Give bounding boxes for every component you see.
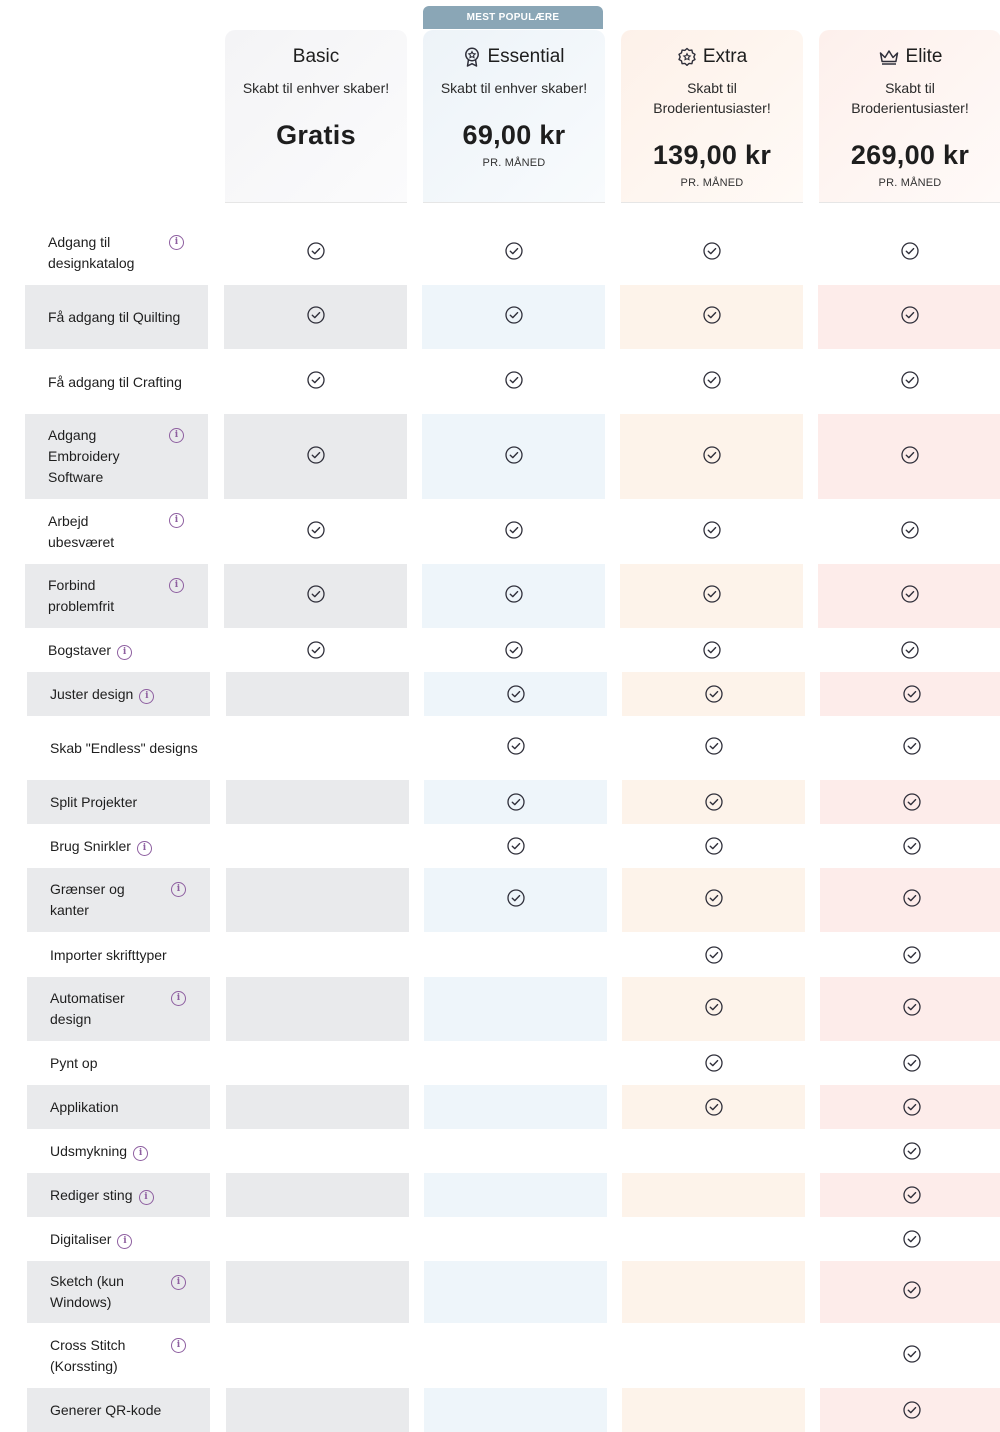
feature-cell-basic	[226, 1217, 409, 1261]
feature-cell-elite	[820, 716, 1000, 780]
feature-label: Importer skrifttyper	[50, 946, 167, 963]
check-circle-icon	[307, 521, 325, 539]
feature-label-cell	[25, 628, 208, 672]
check-circle-icon	[901, 242, 919, 260]
feature-label-cell	[27, 933, 210, 977]
check-circle-icon	[903, 1054, 921, 1072]
feature-cell-extra	[620, 350, 803, 414]
feature-cell-elite	[820, 824, 1000, 868]
feature-cell-extra	[622, 868, 805, 932]
feature-cell-extra	[620, 564, 803, 628]
feature-cell-elite	[820, 1261, 1000, 1323]
feature-cell-extra	[622, 780, 805, 824]
check-circle-icon	[901, 585, 919, 603]
feature-label: Split Projekter	[50, 793, 138, 810]
check-circle-icon	[703, 446, 721, 464]
feature-cell-essential	[424, 1324, 607, 1388]
feature-cell-essential	[424, 1041, 607, 1085]
feature-cell-essential	[424, 1173, 607, 1217]
feature-cell-basic	[224, 414, 407, 499]
crown-icon	[878, 48, 900, 66]
feature-cell-extra	[622, 1217, 805, 1261]
feature-cell-elite	[820, 1173, 1000, 1217]
check-circle-icon	[705, 1098, 723, 1116]
info-icon[interactable]: i	[169, 235, 184, 250]
feature-cell-elite	[820, 1324, 1000, 1388]
info-icon[interactable]: i	[169, 578, 184, 593]
check-circle-icon	[703, 306, 721, 324]
plan-period: PR. MÅNED	[680, 177, 744, 189]
feature-cell-basic	[226, 1388, 409, 1432]
plan-card-basic	[225, 30, 407, 203]
check-circle-icon	[705, 737, 723, 755]
feature-cell-elite	[818, 221, 1000, 285]
info-icon[interactable]: i	[117, 1234, 132, 1249]
feature-label: Sketch (kun Windows)	[50, 1273, 124, 1310]
award-icon	[463, 47, 481, 67]
check-circle-icon	[705, 1054, 723, 1072]
feature-label: Skab "Endless" designs	[50, 739, 198, 756]
feature-cell-basic	[224, 350, 407, 414]
feature-label: Generer QR-kode	[50, 1401, 162, 1418]
feature-label: Automatiser design	[50, 990, 125, 1027]
feature-label: Adgang Embroidery Software	[48, 427, 120, 485]
check-circle-icon	[903, 1401, 921, 1419]
feature-label: Grænser og kanter	[50, 881, 125, 918]
feature-cell-essential	[422, 350, 605, 414]
feature-label-cell	[25, 499, 208, 564]
feature-cell-basic	[226, 977, 409, 1041]
plan-period: PR. MÅNED	[878, 177, 942, 189]
plan-subtitle: Skabt til Broderientusiaster!	[851, 80, 969, 116]
check-circle-icon	[903, 998, 921, 1016]
check-circle-icon	[307, 585, 325, 603]
check-circle-icon	[901, 371, 919, 389]
check-circle-icon	[505, 306, 523, 324]
check-circle-icon	[903, 1230, 921, 1248]
feature-cell-elite	[820, 1129, 1000, 1173]
feature-label-cell	[25, 350, 208, 414]
feature-label-cell	[27, 716, 210, 780]
feature-cell-extra	[622, 824, 805, 868]
feature-label: Cross Stitch (Korssting)	[50, 1337, 126, 1374]
feature-cell-basic	[226, 716, 409, 780]
feature-cell-basic	[226, 824, 409, 868]
check-circle-icon	[307, 242, 325, 260]
feature-cell-extra	[622, 1324, 805, 1388]
check-circle-icon	[705, 998, 723, 1016]
feature-cell-basic	[226, 1261, 409, 1323]
plan-period: PR. MÅNED	[482, 157, 546, 169]
check-circle-icon	[705, 889, 723, 907]
feature-cell-basic	[226, 1129, 409, 1173]
feature-label: Få adgang til Quilting	[48, 308, 181, 325]
feature-cell-elite	[820, 868, 1000, 932]
check-circle-icon	[705, 685, 723, 703]
feature-label-cell	[27, 1041, 210, 1085]
feature-cell-essential	[424, 868, 607, 932]
feature-label-cell	[25, 564, 208, 628]
feature-cell-elite	[820, 977, 1000, 1041]
check-circle-icon	[703, 242, 721, 260]
info-icon[interactable]: i	[171, 1338, 186, 1353]
check-circle-icon	[505, 446, 523, 464]
feature-label: Adgang til designkatalog	[48, 234, 135, 271]
star-badge-icon	[677, 47, 697, 67]
plan-subtitle: Skabt til enhver skaber!	[440, 80, 588, 96]
feature-label: Pynt op	[50, 1054, 98, 1071]
feature-cell-elite	[820, 1388, 1000, 1432]
feature-label-cell	[27, 1173, 210, 1217]
feature-cell-elite	[818, 564, 1000, 628]
check-circle-icon	[703, 521, 721, 539]
check-circle-icon	[903, 685, 921, 703]
check-circle-icon	[903, 837, 921, 855]
feature-cell-elite	[818, 499, 1000, 564]
check-circle-icon	[903, 1345, 921, 1363]
plan-price: 69,00 kr	[462, 120, 566, 150]
feature-cell-basic	[226, 868, 409, 932]
check-circle-icon	[703, 585, 721, 603]
check-circle-icon	[901, 521, 919, 539]
feature-cell-elite	[820, 1085, 1000, 1129]
check-circle-icon	[507, 685, 525, 703]
feature-cell-essential	[424, 824, 607, 868]
feature-label-cell	[27, 1324, 210, 1388]
check-circle-icon	[901, 306, 919, 324]
feature-label-cell	[27, 672, 210, 716]
feature-cell-extra	[622, 1261, 805, 1323]
feature-cell-extra	[622, 1041, 805, 1085]
feature-cell-basic	[224, 285, 407, 349]
feature-cell-extra	[622, 1085, 805, 1129]
plan-name: Elite	[819, 46, 1000, 68]
check-circle-icon	[705, 837, 723, 855]
check-circle-icon	[903, 793, 921, 811]
info-icon[interactable]: i	[171, 882, 186, 897]
feature-cell-essential	[424, 780, 607, 824]
feature-label: Digitaliser i	[50, 1229, 132, 1250]
info-icon[interactable]: i	[171, 991, 186, 1006]
check-circle-icon	[507, 889, 525, 907]
feature-label: Brug Snirkler i	[50, 836, 152, 857]
plan-subtitle: Skabt til enhver skaber!	[242, 80, 390, 96]
feature-cell-essential	[424, 1388, 607, 1432]
feature-cell-extra	[622, 1388, 805, 1432]
info-icon[interactable]: i	[117, 645, 132, 660]
check-circle-icon	[903, 737, 921, 755]
feature-label-cell	[27, 824, 210, 868]
feature-cell-essential	[422, 564, 605, 628]
check-circle-icon	[903, 1281, 921, 1299]
feature-cell-basic	[226, 1324, 409, 1388]
check-circle-icon	[703, 371, 721, 389]
info-icon[interactable]: i	[169, 428, 184, 443]
plan-price: 139,00 kr	[652, 140, 772, 170]
feature-cell-extra	[622, 1173, 805, 1217]
info-icon[interactable]: i	[171, 1275, 186, 1290]
feature-cell-essential	[422, 221, 605, 285]
feature-cell-elite	[818, 350, 1000, 414]
check-circle-icon	[901, 641, 919, 659]
feature-cell-extra	[622, 933, 805, 977]
feature-label-cell	[27, 1217, 210, 1261]
check-circle-icon	[705, 946, 723, 964]
feature-cell-elite	[820, 933, 1000, 977]
feature-label: Forbind problemfrit	[48, 577, 115, 614]
feature-cell-extra	[622, 716, 805, 780]
feature-cell-elite	[820, 780, 1000, 824]
plan-card-elite	[819, 30, 1000, 203]
feature-label-cell	[27, 1261, 210, 1323]
feature-cell-essential	[424, 933, 607, 977]
feature-label-cell	[27, 977, 210, 1041]
feature-cell-extra	[622, 1129, 805, 1173]
feature-label-cell	[25, 285, 208, 349]
feature-label-cell	[27, 1388, 210, 1432]
feature-cell-essential	[424, 716, 607, 780]
feature-cell-basic	[224, 564, 407, 628]
plan-name: Essential	[423, 46, 605, 68]
info-icon[interactable]: i	[169, 513, 184, 528]
check-circle-icon	[505, 585, 523, 603]
check-circle-icon	[307, 371, 325, 389]
feature-cell-basic	[226, 780, 409, 824]
feature-cell-extra	[620, 499, 803, 564]
check-circle-icon	[903, 1098, 921, 1116]
feature-cell-essential	[424, 977, 607, 1041]
check-circle-icon	[307, 446, 325, 464]
check-circle-icon	[705, 793, 723, 811]
feature-cell-basic	[226, 1041, 409, 1085]
feature-cell-basic	[226, 672, 409, 716]
feature-label-cell	[25, 221, 208, 285]
check-circle-icon	[903, 1186, 921, 1204]
feature-cell-elite	[820, 672, 1000, 716]
feature-label-cell	[27, 868, 210, 932]
feature-label: Rediger sting i	[50, 1185, 154, 1206]
plan-subtitle: Skabt til Broderientusiaster!	[653, 80, 771, 116]
most-popular-badge: MEST POPULÆRE	[423, 6, 603, 29]
info-icon[interactable]: i	[139, 1190, 154, 1205]
plan-card-extra	[621, 30, 803, 203]
feature-label: Udsmykning i	[50, 1141, 148, 1162]
check-circle-icon	[903, 889, 921, 907]
feature-cell-extra	[620, 221, 803, 285]
feature-cell-elite	[818, 628, 1000, 672]
feature-label: Applikation	[50, 1098, 119, 1115]
feature-cell-elite	[820, 1217, 1000, 1261]
feature-label-cell	[25, 414, 208, 499]
feature-label: Juster design i	[50, 684, 154, 705]
feature-cell-essential	[422, 499, 605, 564]
check-circle-icon	[903, 1142, 921, 1160]
plan-price: Gratis	[276, 120, 356, 150]
feature-cell-essential	[424, 1217, 607, 1261]
feature-cell-basic	[224, 221, 407, 285]
check-circle-icon	[505, 371, 523, 389]
check-circle-icon	[505, 242, 523, 260]
feature-cell-essential	[424, 672, 607, 716]
plan-price: 269,00 kr	[850, 140, 970, 170]
feature-label: Bogstaver i	[48, 640, 132, 661]
feature-cell-basic	[224, 628, 407, 672]
feature-cell-elite	[820, 1041, 1000, 1085]
check-circle-icon	[505, 641, 523, 659]
feature-cell-extra	[622, 672, 805, 716]
feature-cell-basic	[226, 1173, 409, 1217]
feature-label-cell	[27, 1129, 210, 1173]
feature-cell-essential	[422, 285, 605, 349]
check-circle-icon	[507, 737, 525, 755]
feature-cell-extra	[620, 285, 803, 349]
check-circle-icon	[901, 446, 919, 464]
feature-label-cell	[27, 1085, 210, 1129]
feature-cell-essential	[424, 1085, 607, 1129]
feature-cell-extra	[622, 977, 805, 1041]
check-circle-icon	[703, 641, 721, 659]
feature-label-cell	[27, 780, 210, 824]
info-icon[interactable]: i	[137, 841, 152, 856]
feature-cell-essential	[424, 1129, 607, 1173]
feature-cell-basic	[226, 1085, 409, 1129]
feature-cell-essential	[424, 1261, 607, 1323]
check-circle-icon	[307, 306, 325, 324]
feature-cell-basic	[224, 499, 407, 564]
check-circle-icon	[903, 946, 921, 964]
plan-name: Basic	[292, 46, 340, 67]
info-icon[interactable]: i	[139, 689, 154, 704]
check-circle-icon	[505, 521, 523, 539]
check-circle-icon	[307, 641, 325, 659]
check-circle-icon	[507, 837, 525, 855]
feature-label: Arbejd ubesværet	[48, 512, 115, 550]
feature-cell-essential	[422, 628, 605, 672]
feature-cell-elite	[818, 285, 1000, 349]
plan-card-essential	[423, 30, 605, 203]
info-icon[interactable]: i	[133, 1146, 148, 1161]
check-circle-icon	[507, 793, 525, 811]
feature-cell-basic	[226, 933, 409, 977]
feature-cell-extra	[620, 414, 803, 499]
plan-name: Extra	[621, 46, 803, 68]
feature-cell-essential	[422, 414, 605, 499]
feature-cell-extra	[620, 628, 803, 672]
feature-cell-elite	[818, 414, 1000, 499]
feature-label: Få adgang til Crafting	[48, 373, 182, 390]
